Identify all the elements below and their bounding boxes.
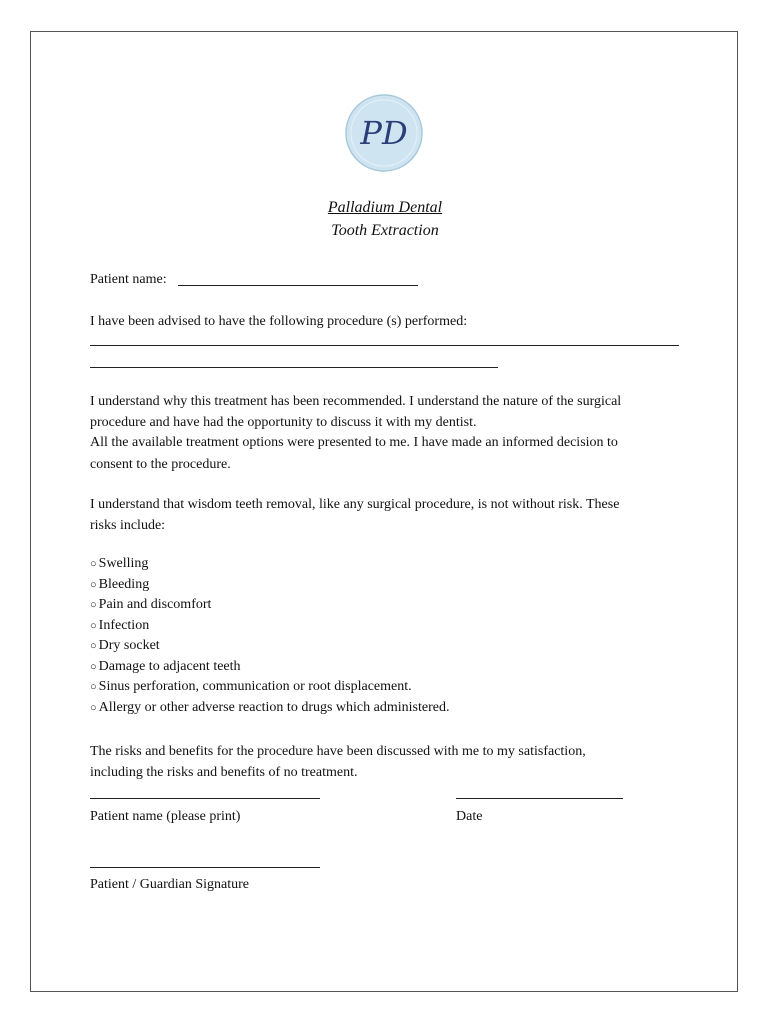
risk-item-label: Damage to adjacent teeth <box>98 658 241 674</box>
bullet-circle-icon: ○ <box>90 578 97 591</box>
procedure-line-1[interactable] <box>90 345 679 346</box>
risk-item-label: Dry socket <box>98 638 160 653</box>
risk-item <box>90 638 160 654</box>
bullet-circle-icon: ○ <box>90 640 97 652</box>
options-line-2: consent to the procedure. <box>90 457 231 472</box>
patient-print-label: Patient name (please print) <box>90 809 241 824</box>
risk-item <box>90 577 149 593</box>
risk-item <box>90 618 149 634</box>
options-line-1: All the available treatment options were presented to me. I have made an informed decision to <box>90 435 618 450</box>
risk-intro-line-1: I understand that wisdom teeth removal, like any surgical procedure, is not without risk. These <box>90 497 620 512</box>
patient-name-label: Patient name: <box>90 272 167 287</box>
patient-print-line[interactable] <box>90 798 320 799</box>
risk-item <box>90 659 241 675</box>
risk-item-label: Pain and discomfort <box>98 597 212 612</box>
procedure-line-2[interactable] <box>90 367 498 368</box>
bullet-circle-icon: ○ <box>90 681 97 693</box>
risk-item-label: Sinus perforation, communication or root displacement. <box>98 679 412 694</box>
risk-item <box>90 597 211 613</box>
risk-item-label: Swelling <box>98 556 149 571</box>
date-label: Date <box>456 809 483 824</box>
signature-line[interactable] <box>90 867 320 868</box>
risk-intro-line-2: risks include: <box>90 518 166 533</box>
risk-item-label: Allergy or other adverse reaction to drugs which administered. <box>98 699 450 715</box>
signature-label: Patient / Guardian Signature <box>90 877 250 892</box>
bullet-circle-icon: ○ <box>90 558 97 570</box>
understand-line-1: I understand why this treatment has been recommended. I understand the nature of the surgical <box>90 394 622 409</box>
risk-item <box>90 679 412 695</box>
risk-item-label: Infection <box>98 617 150 633</box>
benefits-line-2: including the risks and benefits of no treatment. <box>90 765 358 780</box>
risk-item <box>90 556 148 572</box>
clinic-name: Palladium Dental <box>327 199 443 216</box>
risk-item-label: Bleeding <box>98 576 150 592</box>
bullet-circle-icon: ○ <box>90 660 97 673</box>
risk-item <box>90 700 449 716</box>
understand-line-2: procedure and have had the opportunity to discuss it with my dentist. <box>90 415 477 430</box>
logo-monogram: PD <box>360 114 408 152</box>
bullet-circle-icon: ○ <box>90 701 97 714</box>
form-title: Tooth Extraction <box>331 222 439 239</box>
patient-name-line[interactable] <box>178 285 418 286</box>
date-line[interactable] <box>456 798 623 799</box>
bullet-circle-icon: ○ <box>90 619 97 632</box>
bullet-circle-icon: ○ <box>90 599 97 611</box>
procedure-statement: I have been advised to have the following procedure (s) performed: <box>90 314 468 329</box>
benefits-line-1: The risks and benefits for the procedure have been discussed with me to my satisfaction, <box>90 744 586 759</box>
clinic-logo <box>345 94 423 172</box>
